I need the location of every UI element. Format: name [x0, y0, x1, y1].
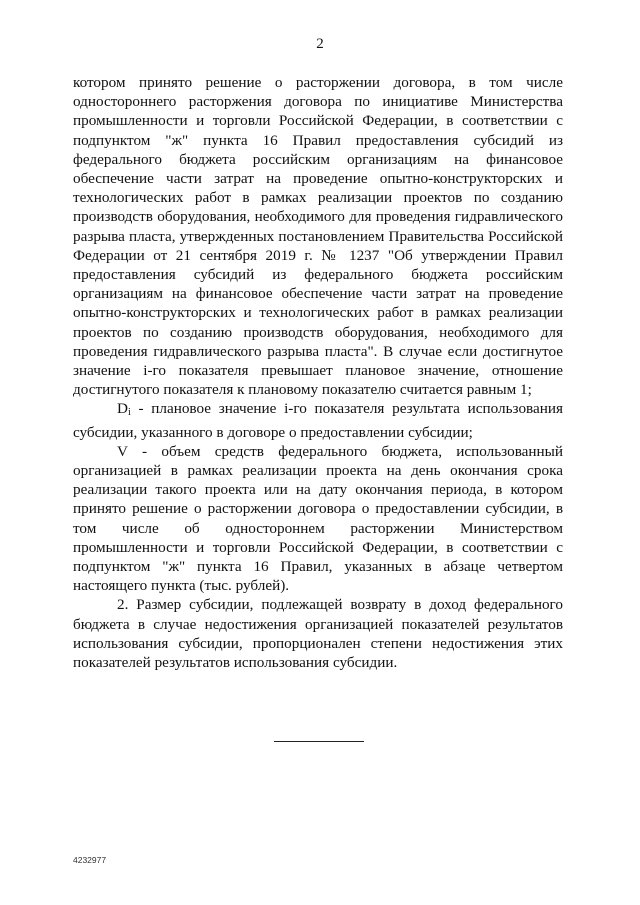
end-of-text-rule [274, 741, 364, 742]
paragraph-d-definition [73, 399, 563, 441]
page-number: 2 [316, 36, 324, 52]
paragraph-continuation: котором принято решение о расторжении договора, в том числе одностороннего расторжения договора по инициативе Министерства промышленности и торговли Российской Федерации, в соответствии с подпунктом "ж" пункта 16 Правил предоставления субсидий из федерального бюджета российским организациям на финансовое обеспечение части затрат на проведение опытно-конструкторских и технологических работ в рамках реализации проектов по созданию производств оборудования, необходимого для проведения гидравлического разрыва пласта, утвержденных постановлением Правительства Российской Федерации от 21 сентября 2019 г. № 1237 "Об утверждении Правил предоставления субсидий из федерального бюджета российским организациям на финансовое обеспечение части затрат на проведение опытно-конструкторских и технологических работ в рамках реализации проектов по созданию производств оборудования, необходимого для проведения гидравлического разрыва пласта". В случае если достигнутое значение i-го показателя превышает плановое значение, отношение достигнутого показателя к плановому показателю считается равным 1; [73, 74, 563, 399]
d-definition-text: - плановое значение i-го показателя результата использования субсидии, указанного в договоре о предоставлении субсидии; [73, 400, 563, 441]
document-body [73, 73, 563, 672]
document-code: 4232977 [73, 855, 107, 865]
symbol-d: D [117, 400, 128, 418]
symbol-subscript: i [127, 407, 131, 419]
paragraph-v-definition: V - объем средств федерального бюджета, использованный организацией в рамках реализации проекта на день окончания срока реализации такого проекта или на дату окончания периода, в котором принято решение о расторжении договора о предоставлении субсидии, в том числе об одностороннем расторжении Министерством промышленности и торговли Российской Федерации, в соответствии с подпунктом "ж" пункта 16 Правил, указанных в абзаце четвертом настоящего пункта (тыс. рублей). [73, 442, 563, 595]
paragraph-item-2: 2. Размер субсидии, подлежащей возврату в доход федерального бюджета в случае недостижения организацией показателей результатов использования субсидии, пропорционален степени недостижения этих показателей результатов использования субсидии. [73, 596, 563, 672]
